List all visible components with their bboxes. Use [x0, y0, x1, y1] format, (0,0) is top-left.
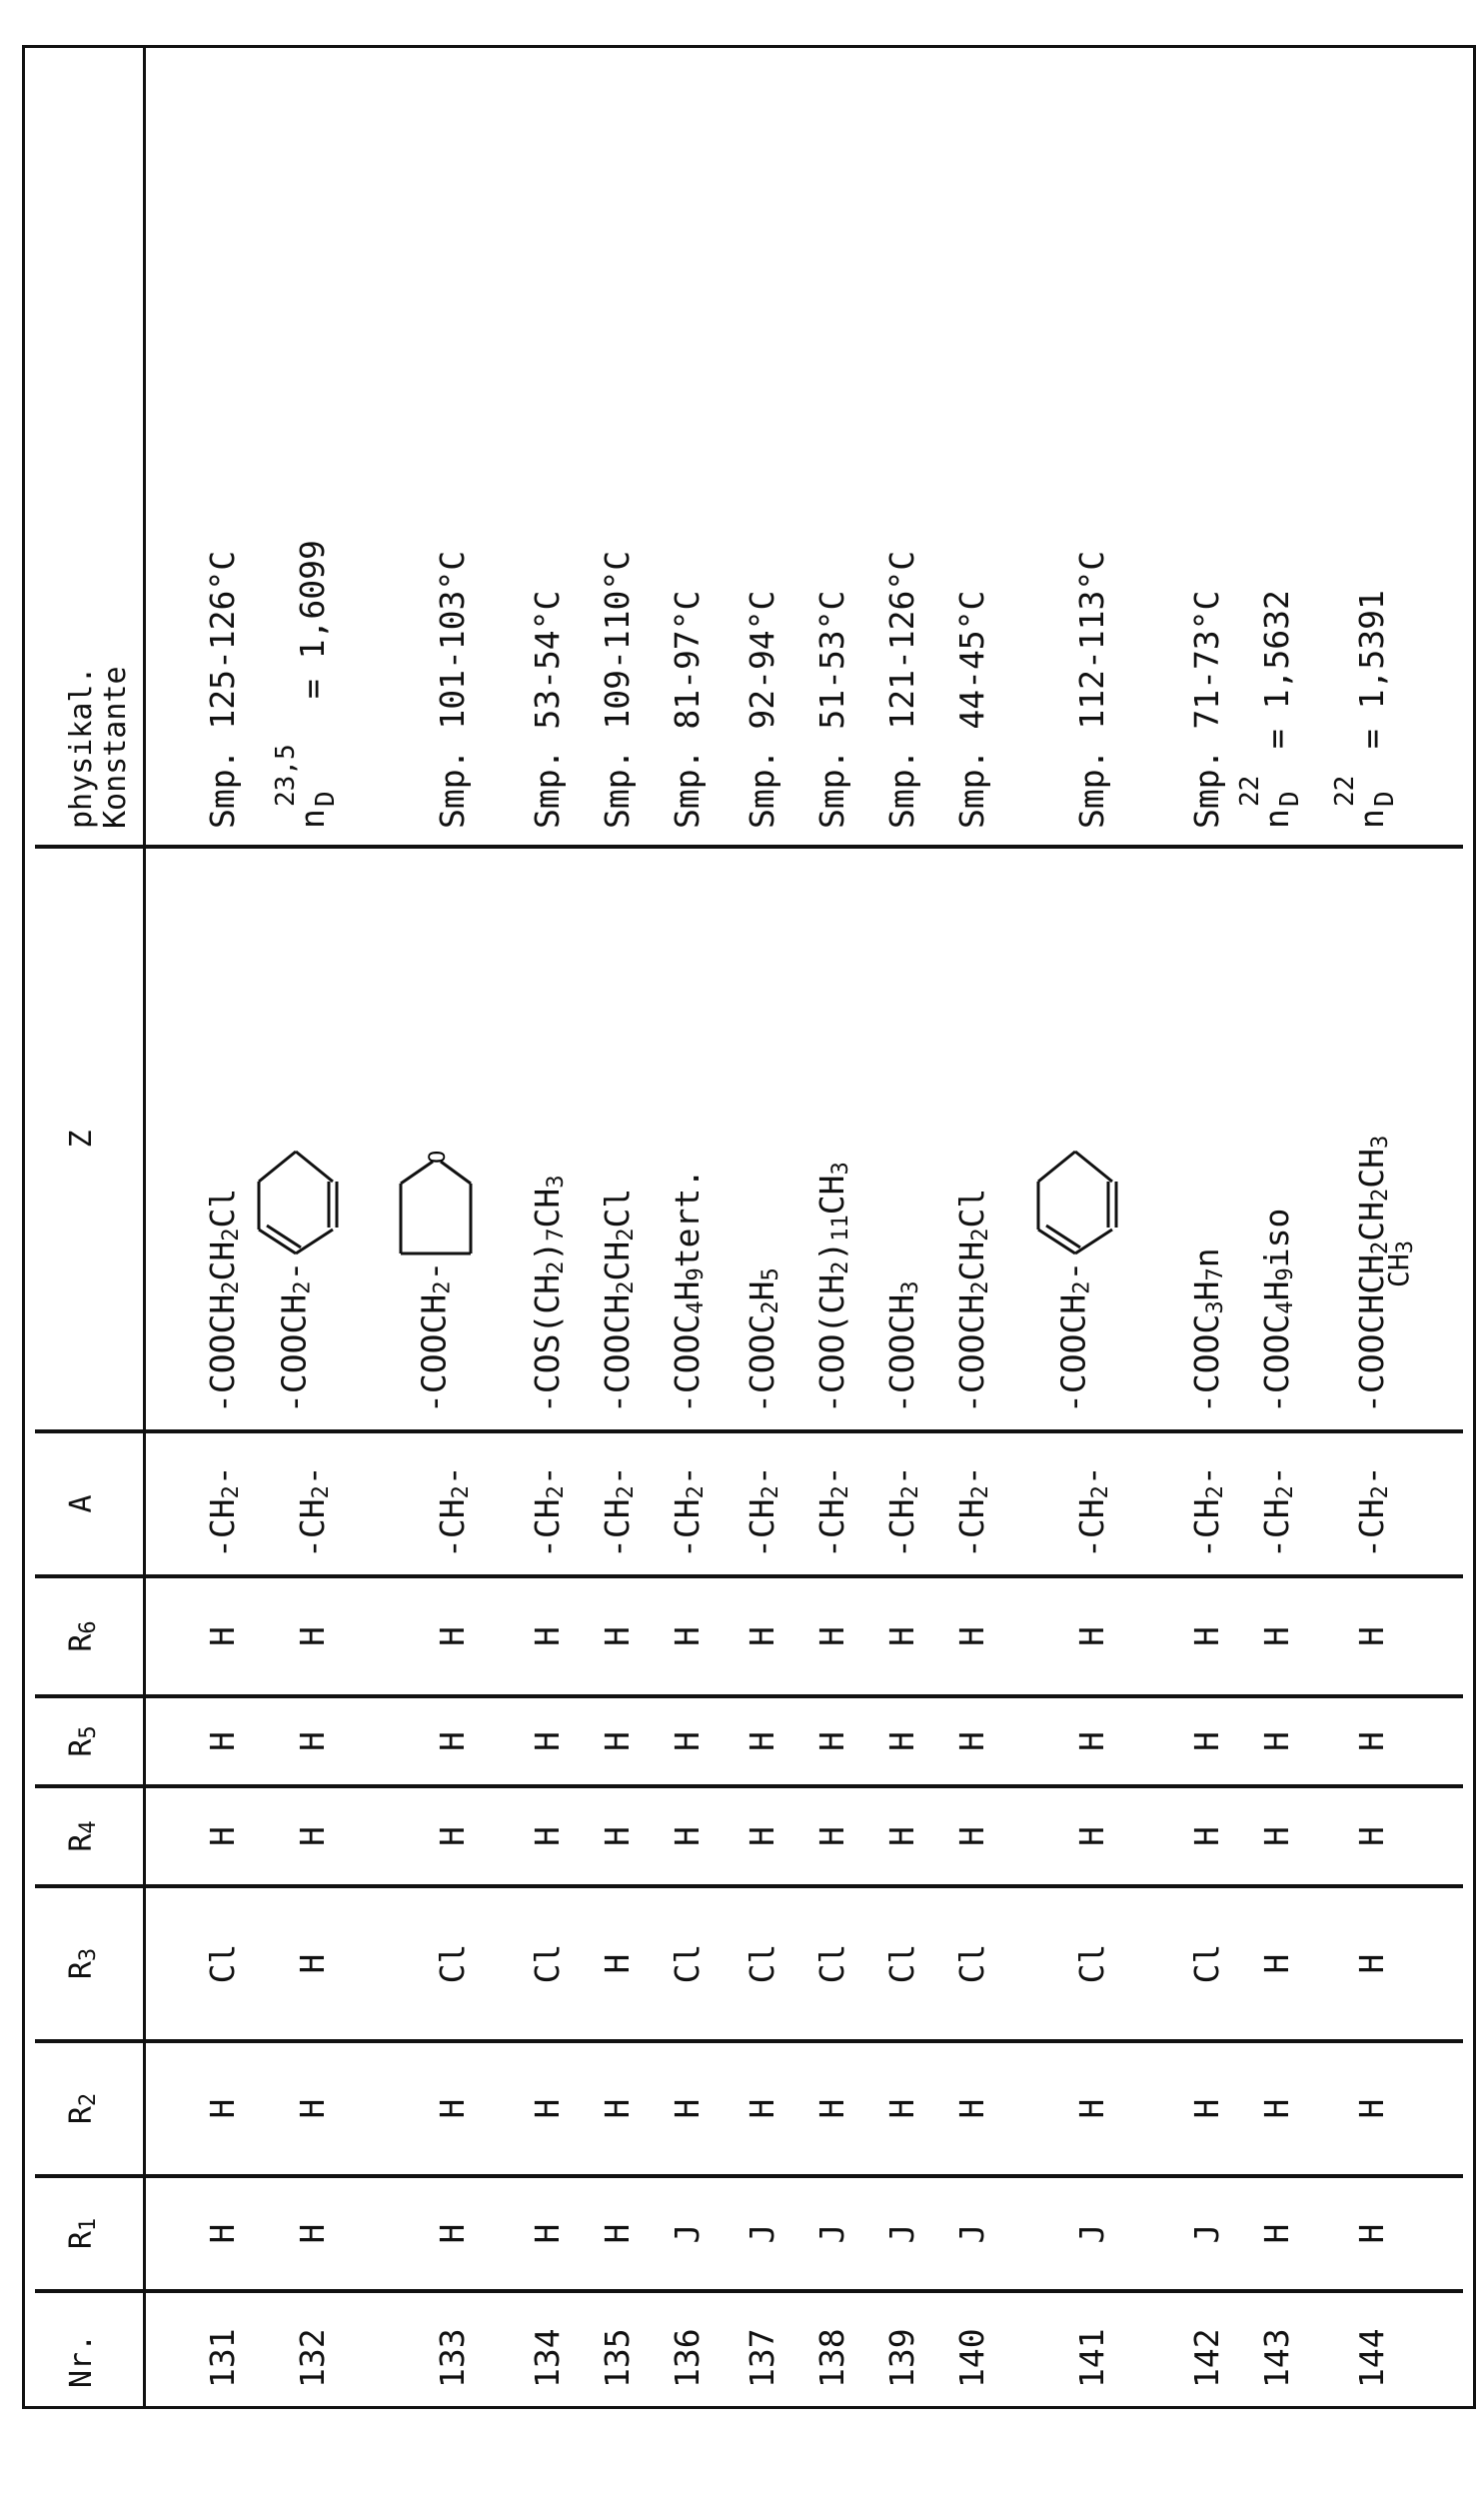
cell-nr: 135 [598, 2328, 637, 2388]
cell-r6: H [528, 1626, 567, 1646]
cell-r6: H [952, 1626, 991, 1646]
cell-r2: H [952, 2098, 991, 2119]
cell-a: $-CH_2-$ [1257, 1465, 1298, 1558]
cell-a: $-CH_2-$ [1352, 1465, 1393, 1558]
cell-phys: Smp. 125-126°C [203, 550, 242, 829]
cell-r1: H [293, 2223, 332, 2244]
cell-a: $-CH_2-$ [1187, 1465, 1228, 1558]
cell-r3: H [293, 1953, 332, 1974]
cell-r5: H [1352, 1731, 1391, 1751]
cell-r6: H [1352, 1626, 1391, 1646]
cell-r3: Cl [952, 1943, 991, 1984]
cell-r3: Cl [528, 1943, 567, 1984]
cell-r2: H [812, 2098, 851, 2119]
cell-r5: H [293, 1731, 332, 1751]
cell-nr: 144 [1352, 2328, 1391, 2388]
header-r1: $R_1$ [64, 2217, 101, 2250]
cell-r6: H [1257, 1626, 1296, 1646]
cell-r3: Cl [668, 1943, 707, 1984]
cell-z: $-COOCH_2-$ [1030, 847, 1120, 1431]
cell-r1: H [528, 2223, 567, 2244]
cell-r6: H [598, 1626, 637, 1646]
cell-nr: 138 [812, 2328, 851, 2388]
cell-z: $-COOCH_2CH_2Cl$ [952, 1188, 993, 1413]
cell-r1: H [598, 2223, 637, 2244]
cell-r4: H [1072, 1826, 1111, 1846]
furan-ring-icon [391, 1142, 481, 1261]
cell-r4: H [528, 1826, 567, 1846]
header-phys: physikal. Konstante [64, 666, 133, 829]
cell-nr: 133 [433, 2328, 472, 2388]
cell-r4: H [598, 1826, 637, 1846]
cell-nr: 143 [1257, 2328, 1296, 2388]
cell-a: $-CH_2-$ [528, 1465, 569, 1558]
column-z [25, 847, 1473, 1431]
header-r5: $R_5$ [64, 1725, 101, 1757]
cell-r3: Cl [812, 1943, 851, 1984]
cell-z: $-COOCH_3$ [882, 1280, 923, 1413]
cell-r2: H [1187, 2098, 1226, 2119]
cell-r1: J [812, 2223, 851, 2244]
cell-r3: Cl [742, 1943, 781, 1984]
cell-r5: H [1257, 1731, 1296, 1751]
cell-r1: H [203, 2223, 242, 2244]
column-r5 [25, 1696, 1473, 1786]
column-r1 [25, 2176, 1473, 2291]
column-r6 [25, 1576, 1473, 1696]
cell-r4: H [293, 1826, 332, 1846]
cell-a: $-CH_2-$ [203, 1465, 244, 1558]
cell-r5: H [952, 1731, 991, 1751]
cell-z: $-COS(CH_2)_7CH_3$ [528, 1175, 569, 1413]
cell-r1: H [1257, 2223, 1296, 2244]
cell-r4: H [203, 1826, 242, 1846]
cell-nr: 136 [668, 2328, 707, 2388]
cell-nr: 134 [528, 2328, 567, 2388]
cell-r6: H [433, 1626, 472, 1646]
header-nr: Nr. [64, 2333, 99, 2388]
cell-phys: Smp. 51-53°C [812, 590, 851, 829]
cell-nr: 132 [293, 2328, 332, 2388]
cell-phys: Smp. 121-126°C [882, 550, 921, 829]
cell-nr: 140 [952, 2328, 991, 2388]
cell-r3: H [1257, 1953, 1296, 1974]
cell-z: $-COOCH_2CH_2Cl$ [203, 1188, 244, 1413]
cell-a: $-CH_2-$ [1072, 1465, 1113, 1558]
cell-phys: Smp. 44-45°C [952, 590, 991, 829]
cell-r2: H [1072, 2098, 1111, 2119]
cell-r6: H [1187, 1626, 1226, 1646]
cell-z: $-COO(CH_2)_{11}CH_3$ [812, 1162, 853, 1413]
cell-phys: n 22 D = 1,5632 [1235, 590, 1305, 829]
cell-phys: Smp. 112-113°C [1072, 550, 1111, 829]
cell-r2: H [598, 2098, 637, 2119]
cell-a: $-CH_2-$ [952, 1465, 993, 1558]
cell-r6: H [293, 1626, 332, 1646]
cell-r3: Cl [1072, 1943, 1111, 1984]
cell-r4: H [742, 1826, 781, 1846]
cell-z: $-COOC_4H_9iso$ [1257, 1208, 1298, 1413]
column-a [25, 1431, 1473, 1576]
cell-a: $-CH_2-$ [668, 1465, 709, 1558]
cell-r4: H [668, 1826, 707, 1846]
cell-z: $-COOC_3H_7n$ [1187, 1247, 1228, 1413]
cell-r6: H [1072, 1626, 1111, 1646]
cell-r1: J [882, 2223, 921, 2244]
cell-r5: H [882, 1731, 921, 1751]
cell-r3: Cl [203, 1943, 242, 1984]
cell-r6: H [742, 1626, 781, 1646]
header-z: Z [64, 1130, 99, 1149]
header-r6: $R_6$ [64, 1620, 101, 1652]
cell-z: $-COOCH_2CH_2Cl$ [598, 1188, 639, 1413]
cell-nr: 131 [203, 2328, 242, 2388]
compound-table [22, 45, 1476, 2409]
cell-a: $-CH_2-$ [433, 1465, 474, 1558]
cell-z: $-COOCH_2-$ [251, 847, 341, 1431]
cell-z: $-COOCHCH_2CH_2CH_3$ $CH_3$ [1352, 1135, 1418, 1413]
cell-phys: Smp. 81-97°C [668, 590, 707, 829]
cell-r4: H [952, 1826, 991, 1846]
cell-a: $-CH_2-$ [882, 1465, 923, 1558]
column-r2 [25, 2041, 1473, 2176]
cell-r3: Cl [882, 1943, 921, 1984]
cell-r6: H [812, 1626, 851, 1646]
cell-z: $-COOC_2H_5$ [742, 1267, 783, 1413]
cell-r2: H [293, 2098, 332, 2119]
cell-r5: H [203, 1731, 242, 1751]
cell-r5: H [1072, 1731, 1111, 1751]
cell-a: $-CH_2-$ [293, 1465, 334, 1558]
header-r2: $R_2$ [64, 2092, 101, 2125]
cell-nr: 139 [882, 2328, 921, 2388]
column-phys [25, 42, 1473, 847]
column-r4 [25, 1786, 1473, 1886]
cell-r4: H [1257, 1826, 1296, 1846]
cell-z: $-COOCH_2-$ O [391, 847, 481, 1431]
cell-r3: H [1352, 1953, 1391, 1974]
cell-r4: H [433, 1826, 472, 1846]
cell-r2: H [1352, 2098, 1391, 2119]
cell-nr: 142 [1187, 2328, 1226, 2388]
cell-r1: H [1352, 2223, 1391, 2244]
cell-r3: H [598, 1953, 637, 1974]
cell-phys: n 23,5 D = 1,6099 [271, 540, 341, 829]
cell-r6: H [882, 1626, 921, 1646]
svg-text:O: O [426, 1150, 451, 1164]
cell-a: $-CH_2-$ [812, 1465, 853, 1558]
cell-r2: H [882, 2098, 921, 2119]
cell-r5: H [433, 1731, 472, 1751]
cell-r2: H [668, 2098, 707, 2119]
cell-r1: H [433, 2223, 472, 2244]
cell-a: $-CH_2-$ [742, 1465, 783, 1558]
cell-r2: H [742, 2098, 781, 2119]
benzene-ring-icon [1030, 1142, 1120, 1261]
cell-z: $-COOC_4H_9tert$. [668, 1168, 709, 1413]
cell-phys: Smp. 101-103°C [433, 550, 472, 829]
cell-nr: 141 [1072, 2328, 1111, 2388]
cell-r4: H [812, 1826, 851, 1846]
cell-r2: H [433, 2098, 472, 2119]
cell-r4: H [1352, 1826, 1391, 1846]
cell-phys: Smp. 109-110°C [598, 550, 637, 829]
column-nr [25, 2291, 1473, 2406]
cell-r3: Cl [1187, 1943, 1226, 1984]
header-r3: $R_3$ [64, 1947, 101, 1980]
cell-r2: H [528, 2098, 567, 2119]
cell-r1: J [952, 2223, 991, 2244]
cell-r4: H [882, 1826, 921, 1846]
header-r4: $R_4$ [64, 1820, 101, 1852]
cell-r5: H [668, 1731, 707, 1751]
cell-nr: 137 [742, 2328, 781, 2388]
cell-r5: H [598, 1731, 637, 1751]
cell-r2: H [1257, 2098, 1296, 2119]
cell-r2: H [203, 2098, 242, 2119]
cell-r1: J [1072, 2223, 1111, 2244]
cell-phys: Smp. 53-54°C [528, 590, 567, 829]
cell-r1: J [1187, 2223, 1226, 2244]
cell-a: $-CH_2-$ [598, 1465, 639, 1558]
cell-phys: Smp. 71-73°C [1187, 590, 1226, 829]
cell-r5: H [1187, 1731, 1226, 1751]
cell-r1: J [742, 2223, 781, 2244]
cell-r3: Cl [433, 1943, 472, 1984]
column-r3 [25, 1886, 1473, 2041]
cell-r5: H [812, 1731, 851, 1751]
cell-r4: H [1187, 1826, 1226, 1846]
header-a: A [64, 1494, 99, 1513]
cell-phys: Smp. 92-94°C [742, 590, 781, 829]
cell-r6: H [203, 1626, 242, 1646]
cell-phys: n 22 D = 1,5391 [1330, 590, 1400, 829]
cell-r1: J [668, 2223, 707, 2244]
benzene-ring-icon [251, 1142, 341, 1261]
cell-r6: H [668, 1626, 707, 1646]
cell-r5: H [528, 1731, 567, 1751]
cell-r5: H [742, 1731, 781, 1751]
